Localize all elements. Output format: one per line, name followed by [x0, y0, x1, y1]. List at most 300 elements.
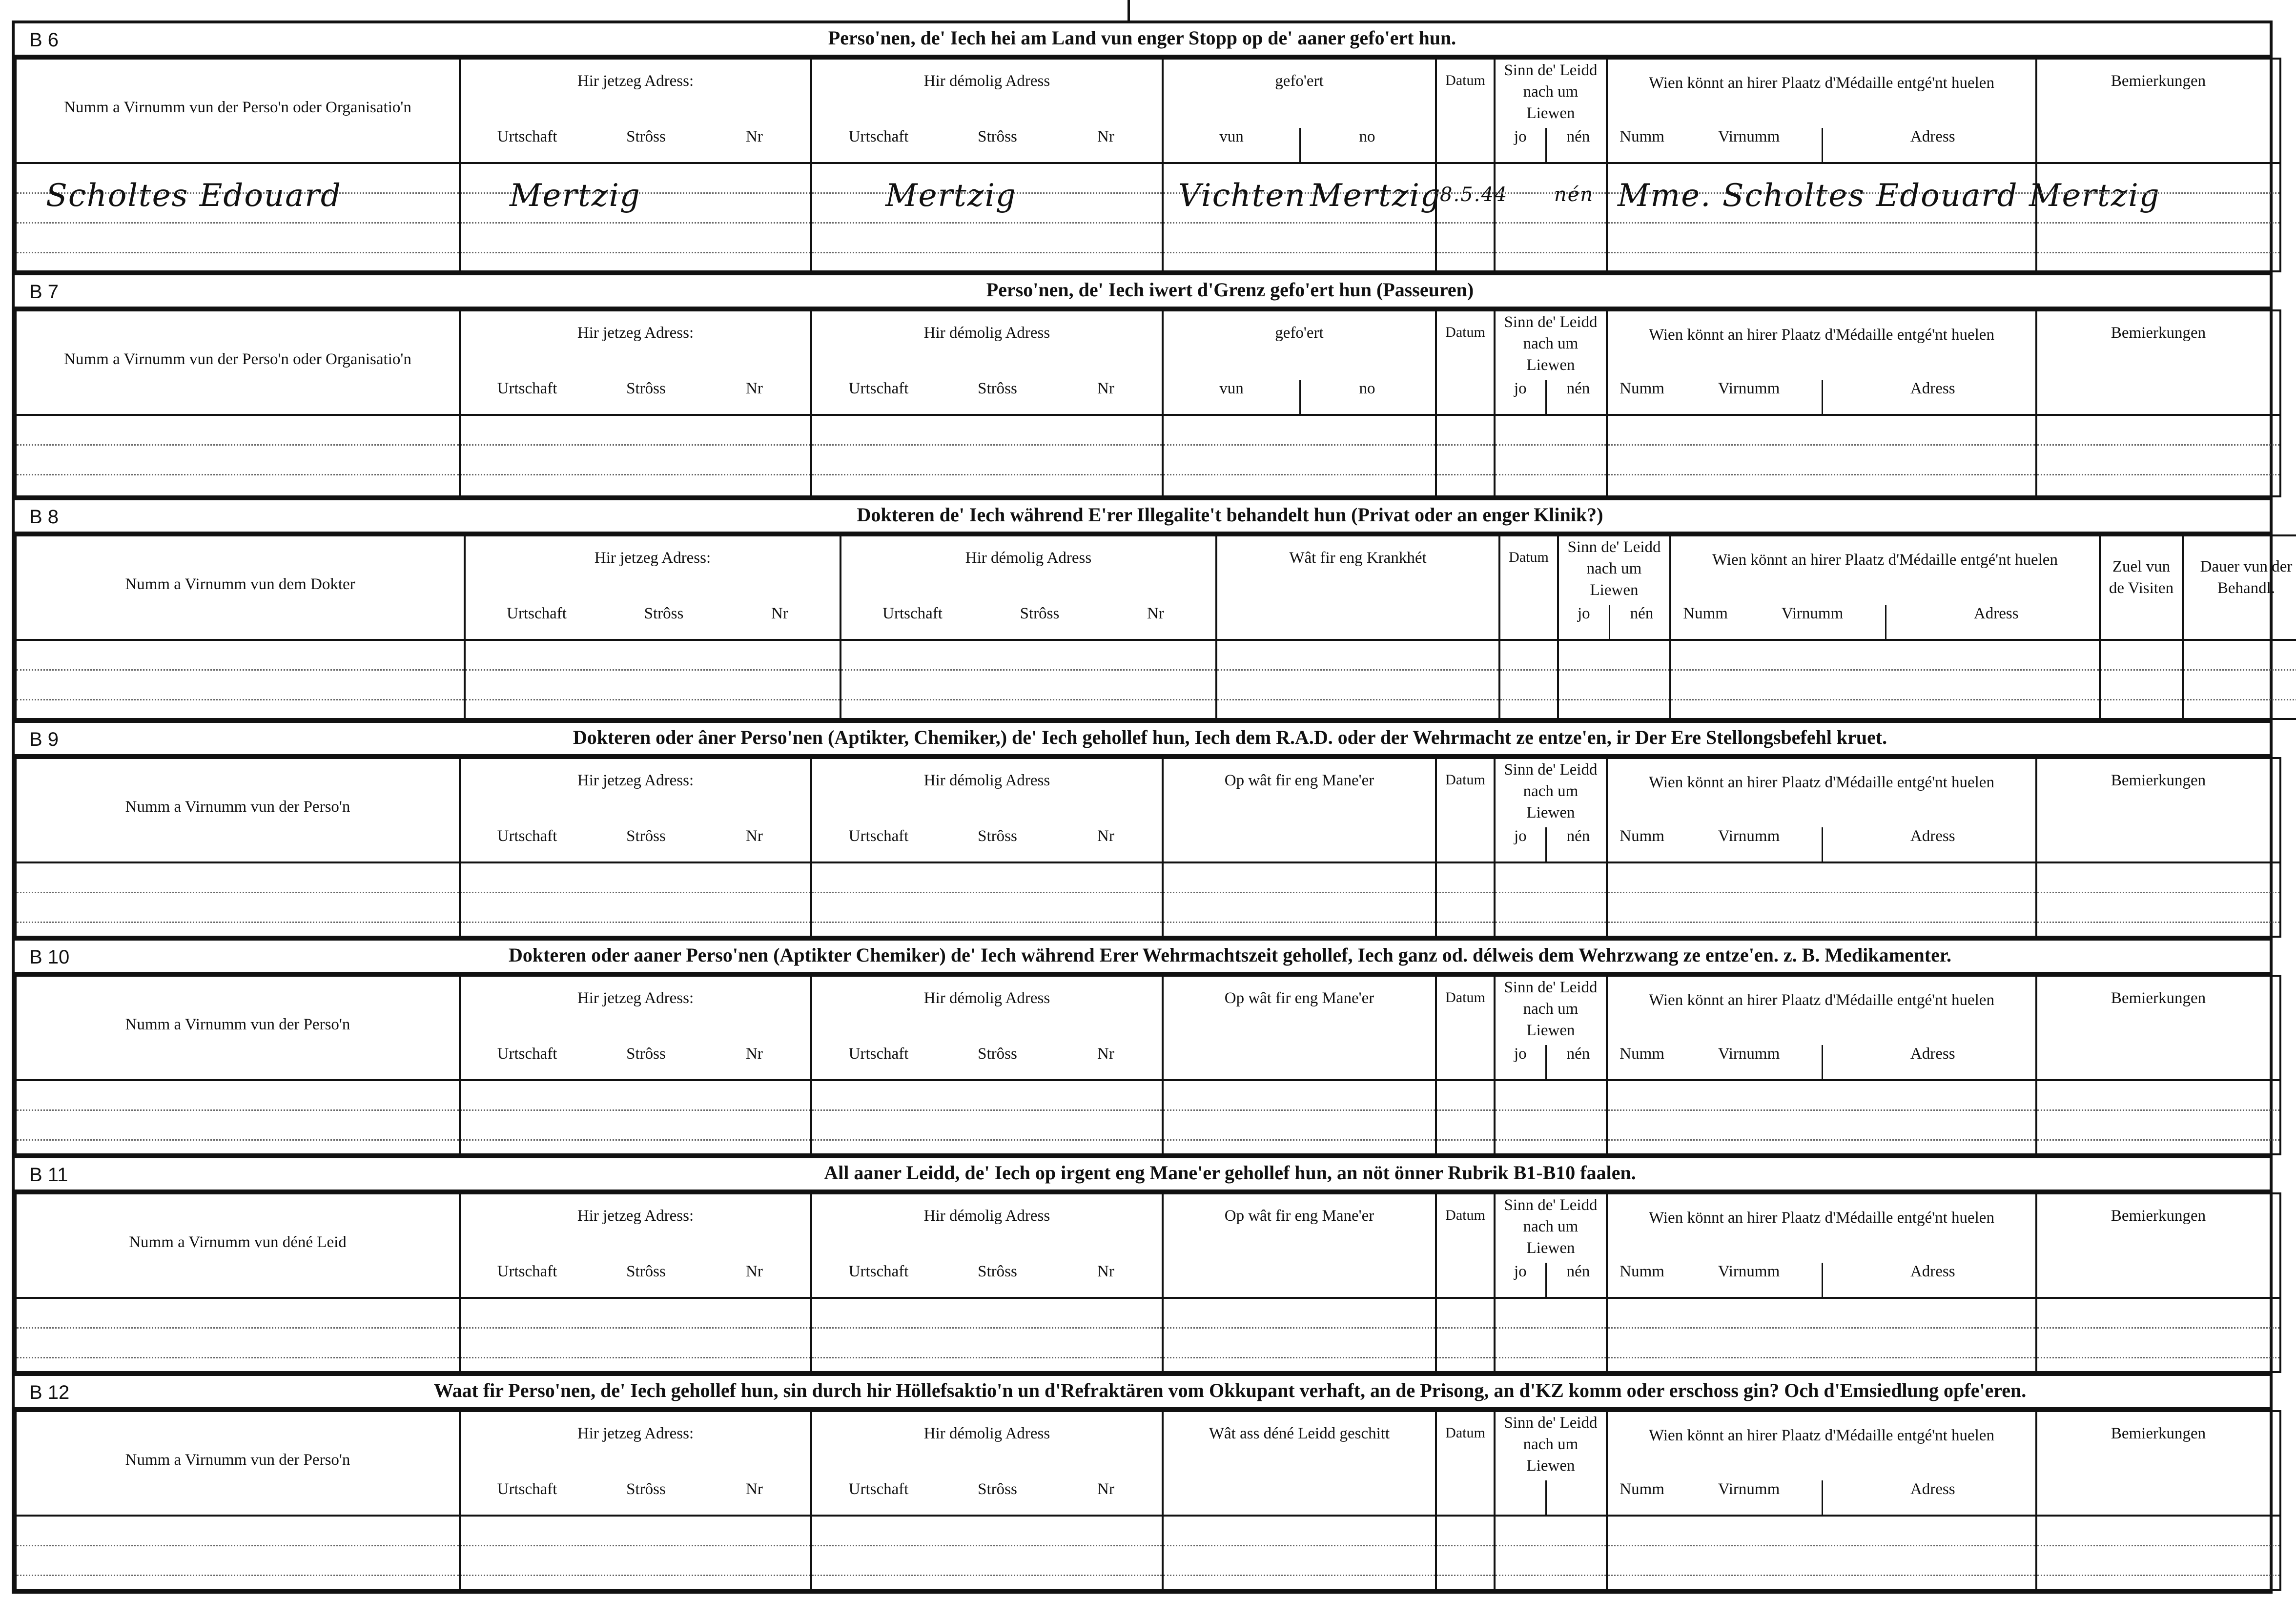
alive-header-label: Sinn de' Leidd nach um Liewen — [1504, 313, 1598, 374]
divider — [1545, 1045, 1547, 1081]
dotted-line — [1164, 446, 1435, 475]
dotted-line — [2037, 1546, 2279, 1576]
dotted-line — [1437, 1111, 1494, 1141]
number-label: Nr — [746, 1480, 763, 1498]
entry-cell[interactable] — [811, 163, 1163, 271]
medal-recipient-header — [1607, 1193, 2036, 1298]
to-label: no — [1359, 380, 1375, 397]
yes-label: jo — [1514, 380, 1527, 397]
section-b7 — [15, 275, 2270, 500]
entry-cell[interactable] — [460, 1298, 811, 1372]
section-b9 — [15, 723, 2270, 941]
entry-cell[interactable] — [2183, 640, 2296, 719]
entry-cell[interactable] — [811, 415, 1163, 496]
locality-label: Urtschaft — [848, 1045, 909, 1063]
alive-header — [1495, 59, 1607, 163]
entry-cell[interactable] — [1436, 1516, 1495, 1590]
table-header-row — [16, 1411, 2280, 1516]
entry-cell[interactable] — [1163, 163, 1441, 271]
former-address-header-label: Hir démolig Adress — [923, 324, 1050, 342]
entry-cell[interactable] — [1495, 163, 1607, 271]
number-label: Nr — [746, 380, 763, 397]
name-header-label: Numm a Virnumm vun der Perso'n — [125, 1016, 350, 1033]
entry-table — [15, 309, 2281, 497]
entry-cell[interactable] — [1495, 1298, 1607, 1372]
name-header — [16, 758, 460, 862]
entry-cell[interactable] — [1436, 163, 1508, 271]
locality-label: Urtschaft — [848, 380, 909, 397]
entry-cell[interactable] — [840, 640, 1216, 719]
former-address-header — [840, 535, 1216, 640]
medal-name-label: Numm — [1620, 128, 1664, 145]
dotted-line — [2037, 1111, 2279, 1141]
entry-row — [16, 862, 2280, 937]
current-address-header-label: Hir jetzeg Adress: — [594, 549, 711, 567]
dotted-line — [1164, 863, 1435, 893]
section-title: Perso'nen, de' Iech iwert d'Grenz gefo'ert hun (Passeuren) — [986, 279, 1474, 301]
dotted-line — [2037, 164, 2279, 194]
dotted-line — [1496, 416, 1606, 446]
entry-cell[interactable] — [2100, 640, 2183, 719]
visits-header — [2100, 535, 2183, 640]
dotted-line — [17, 893, 459, 923]
divider — [1885, 605, 1886, 641]
locality-label: Urtschaft — [497, 380, 557, 397]
medal-header-label: Wien könnt an hirer Plaatz d'Médaille entgé'nt huelen — [1649, 774, 1994, 791]
details-header-label: Op wât fir eng Mane'er — [1224, 772, 1374, 789]
dotted-line — [812, 1546, 1162, 1576]
medal-name-label: Numm — [1620, 1045, 1664, 1063]
entry-cell[interactable] — [1495, 1516, 1607, 1590]
street-label: Strôss — [978, 1045, 1017, 1063]
section-code: B 8 — [29, 506, 59, 528]
divider — [1545, 380, 1547, 416]
section-header — [15, 1376, 2270, 1410]
alive-header-label: Sinn de' Leidd nach um Liewen — [1504, 1414, 1598, 1475]
number-label: Nr — [1147, 605, 1164, 622]
entry-cell[interactable] — [16, 1080, 460, 1154]
entry-cell[interactable] — [1495, 1080, 1607, 1154]
entry-cell[interactable] — [1436, 1080, 1495, 1154]
dotted-line — [1437, 893, 1494, 923]
dotted-line — [1437, 1517, 1494, 1546]
divider — [1545, 1263, 1547, 1299]
number-label: Nr — [1097, 128, 1114, 145]
medal-address-label: Adress — [1910, 1480, 1955, 1498]
dotted-line — [17, 1111, 459, 1141]
dotted-line — [1437, 1299, 1494, 1329]
dotted-line — [1437, 1546, 1494, 1576]
current-address-header — [460, 1193, 811, 1298]
dotted-line — [2037, 1517, 2279, 1546]
street-label: Strôss — [626, 128, 666, 145]
entry-cell[interactable] — [460, 862, 811, 937]
locality-label: Urtschaft — [497, 128, 557, 145]
entry-cell[interactable] — [16, 862, 460, 937]
medal-header-label: Wien könnt an hirer Plaatz d'Médaille entgé'nt huelen — [1712, 551, 2058, 569]
remarks-header-label: Bemierkungen — [2111, 1425, 2206, 1442]
details-header-label: gefo'ert — [1275, 324, 1324, 342]
entry-cell[interactable] — [460, 415, 811, 496]
locality-label: Urtschaft — [507, 605, 567, 622]
name-header-label: Numm a Virnumm vun der Perso'n oder Organisatio'n — [64, 99, 411, 116]
handwritten-to: Mertzig — [1310, 178, 1441, 214]
medal-address-label: Adress — [1910, 1045, 1955, 1063]
alive-header — [1495, 758, 1607, 862]
dotted-line — [461, 416, 810, 446]
details-header — [1216, 535, 1499, 640]
locality-label: Urtschaft — [848, 827, 909, 845]
dotted-line — [1164, 893, 1435, 923]
section-b10 — [15, 941, 2270, 1158]
dotted-line — [1496, 863, 1606, 893]
entry-cell[interactable] — [1499, 640, 1558, 719]
handwritten-from: Vichten — [1178, 178, 1306, 214]
entry-cell[interactable] — [1495, 862, 1607, 937]
medal-address-label: Adress — [1910, 827, 1955, 845]
medal-address-label: Adress — [1910, 1263, 1955, 1280]
medal-header-label: Wien könnt an hirer Plaatz d'Médaille entgé'nt huelen — [1649, 1427, 1994, 1444]
street-label: Strôss — [626, 1263, 666, 1280]
alive-header — [1495, 310, 1607, 415]
dotted-line — [1496, 224, 1606, 253]
details-header-label: Wât ass déné Leidd geschitt — [1209, 1425, 1390, 1442]
details-header — [1163, 1411, 1436, 1516]
alive-header — [1495, 1193, 1607, 1298]
divider — [1609, 605, 1610, 641]
name-header-label: Numm a Virnumm vun déné Leid — [129, 1233, 347, 1251]
number-label: Nr — [1097, 1045, 1114, 1063]
current-address-header-label: Hir jetzeg Adress: — [577, 1207, 694, 1225]
locality-label: Urtschaft — [848, 128, 909, 145]
no-label: nén — [1630, 605, 1654, 622]
entry-cell[interactable] — [16, 163, 460, 271]
medal-firstname-label: Virnumm — [1781, 605, 1844, 622]
divider — [1545, 827, 1547, 863]
medal-name-label: Numm — [1620, 1263, 1664, 1280]
date-header-label: Datum — [1445, 1207, 1485, 1223]
former-address-header — [811, 59, 1163, 163]
entry-cell[interactable] — [465, 640, 840, 719]
entry-cell[interactable] — [1670, 640, 2100, 719]
no-label: nén — [1566, 128, 1590, 145]
entry-cell[interactable] — [811, 1516, 1163, 1590]
alive-header — [1495, 976, 1607, 1080]
number-label: Nr — [746, 128, 763, 145]
details-header — [1163, 59, 1436, 163]
no-label: nén — [1566, 380, 1590, 397]
number-label: Nr — [746, 827, 763, 845]
entry-row — [16, 163, 2280, 271]
dotted-line — [1500, 671, 1557, 700]
entry-cell[interactable] — [16, 1298, 460, 1372]
dotted-line — [1559, 641, 1669, 671]
entry-cell[interactable] — [2036, 1080, 2280, 1154]
dotted-line — [1496, 1081, 1606, 1111]
street-label: Strôss — [978, 128, 1017, 145]
entry-cell[interactable] — [1607, 1516, 2036, 1590]
entry-cell[interactable] — [1436, 862, 1495, 937]
details-header — [1163, 976, 1436, 1080]
yes-label: jo — [1514, 128, 1527, 145]
details-header — [1163, 1193, 1436, 1298]
entry-cell[interactable] — [1558, 640, 1670, 719]
section-title: Perso'nen, de' Iech hei am Land vun enger Stopp op de' aaner gefo'ert hun. — [828, 27, 1456, 49]
entry-cell[interactable] — [1163, 862, 1436, 937]
dotted-line — [2101, 641, 2182, 671]
dotted-line — [461, 1329, 810, 1358]
dotted-line — [1559, 671, 1669, 700]
medal-recipient-header — [1607, 758, 2036, 862]
divider — [1822, 380, 1823, 416]
dotted-line — [841, 671, 1215, 700]
date-header-label: Datum — [1509, 549, 1549, 565]
street-label: Strôss — [978, 380, 1017, 397]
table-header-row — [16, 1193, 2280, 1298]
details-header-label: Wât fir eng Krankhét — [1289, 549, 1427, 567]
date-header — [1436, 59, 1495, 163]
entry-cell[interactable] — [1436, 1298, 1495, 1372]
entry-cell[interactable] — [460, 1080, 811, 1154]
dotted-line — [812, 1299, 1162, 1329]
remarks-header-label: Bemierkungen — [2111, 324, 2206, 342]
former-address-header — [811, 976, 1163, 1080]
entry-cell[interactable] — [1436, 415, 1495, 496]
current-address-header-label: Hir jetzeg Adress: — [577, 1425, 694, 1442]
medal-name-label: Numm — [1620, 1480, 1664, 1498]
no-label: nén — [1566, 1263, 1590, 1280]
name-header-label: Numm a Virnumm vun der Perso'n — [125, 1451, 350, 1469]
remarks-header-label: Bemierkungen — [2111, 72, 2206, 90]
section-title: All aaner Leidd, de' Iech op irgent eng Mane'er gehollef hun, an nöt önner Rubrik B1-B10 faalen. — [824, 1162, 1636, 1184]
dotted-line — [1164, 1111, 1435, 1141]
medal-name-label: Numm — [1620, 380, 1664, 397]
divider — [1545, 1480, 1547, 1517]
divider — [1545, 128, 1547, 164]
section-code: B 9 — [29, 729, 59, 750]
dotted-line — [1496, 1111, 1606, 1141]
dotted-line — [461, 1081, 810, 1111]
section-b6 — [15, 23, 2270, 275]
entry-cell[interactable] — [1163, 1298, 1436, 1372]
street-label: Strôss — [626, 1045, 666, 1063]
date-header-label: Datum — [1445, 989, 1485, 1005]
section-header — [15, 275, 2270, 309]
table-header-row — [16, 535, 2296, 640]
divider — [1822, 1263, 1823, 1299]
dotted-line — [1217, 641, 1498, 671]
visits-header-label: Zuel vun de Visiten — [2109, 558, 2174, 597]
medal-recipient-header — [1607, 976, 2036, 1080]
dotted-line — [1608, 1081, 2035, 1111]
entry-table — [15, 58, 2281, 272]
dotted-line — [1164, 416, 1435, 446]
entry-cell[interactable] — [1607, 163, 2160, 271]
number-label: Nr — [1097, 1263, 1114, 1280]
entry-cell[interactable] — [1607, 1080, 2036, 1154]
entry-cell[interactable] — [1163, 1516, 1436, 1590]
section-header — [15, 941, 2270, 975]
date-header-label: Datum — [1445, 1425, 1485, 1441]
entry-cell[interactable] — [1163, 415, 1436, 496]
entry-cell[interactable] — [1607, 1298, 2036, 1372]
entry-table — [15, 975, 2281, 1155]
entry-cell[interactable] — [1607, 415, 2036, 496]
entry-cell[interactable] — [2036, 163, 2280, 271]
dotted-line — [2184, 671, 2296, 700]
dotted-line — [1496, 1329, 1606, 1358]
section-header — [15, 23, 2270, 58]
section-title: Dokteren oder âner Perso'nen (Aptikter, Chemiker,) de' Iech gehollef hun, Iech dem R.A.D. oder der Wehrmacht ze entze'en, ir Der Ere Stellongsbefehl kruet. — [573, 726, 1887, 748]
dotted-line — [461, 1111, 810, 1141]
dotted-line — [1164, 1081, 1435, 1111]
street-label: Strôss — [978, 1480, 1017, 1498]
dotted-line — [2037, 1081, 2279, 1111]
entry-cell[interactable] — [16, 415, 460, 496]
dotted-line — [17, 1546, 459, 1576]
dotted-line — [2037, 893, 2279, 923]
dotted-line — [1608, 1329, 2035, 1358]
dotted-line — [17, 671, 464, 700]
dotted-line — [17, 1081, 459, 1111]
dotted-line — [1671, 671, 2099, 700]
entry-cell[interactable] — [1216, 640, 1499, 719]
entry-cell[interactable] — [811, 862, 1163, 937]
entry-row — [16, 1516, 2280, 1590]
divider — [1299, 128, 1301, 164]
dotted-line — [812, 863, 1162, 893]
locality-label: Urtschaft — [497, 1045, 557, 1063]
medal-header-label: Wien könnt an hirer Plaatz d'Médaille entgé'nt huelen — [1649, 326, 1994, 344]
from-label: vun — [1219, 380, 1244, 397]
entry-cell[interactable] — [460, 1516, 811, 1590]
former-address-header-label: Hir démolig Adress — [923, 1425, 1050, 1442]
dotted-line — [812, 224, 1162, 253]
dotted-line — [461, 1517, 810, 1546]
dotted-line — [1437, 1329, 1494, 1358]
entry-row — [16, 415, 2280, 496]
dotted-line — [17, 863, 459, 893]
locality-label: Urtschaft — [497, 1263, 557, 1280]
entry-cell[interactable] — [16, 1516, 460, 1590]
dotted-line — [1608, 1111, 2035, 1141]
dotted-line — [461, 224, 810, 253]
name-header — [16, 976, 460, 1080]
alive-header-label: Sinn de' Leidd nach um Liewen — [1504, 1196, 1598, 1257]
name-header — [16, 1193, 460, 1298]
date-header — [1436, 976, 1495, 1080]
entry-cell[interactable] — [2036, 1298, 2280, 1372]
entry-cell[interactable] — [460, 163, 811, 271]
medal-firstname-label: Virnumm — [1718, 1263, 1780, 1280]
dotted-line — [466, 671, 840, 700]
divider — [1822, 1045, 1823, 1081]
current-address-header — [460, 59, 811, 163]
alive-header-label: Sinn de' Leidd nach um Liewen — [1504, 62, 1598, 122]
dotted-line — [2037, 863, 2279, 893]
entry-table — [15, 1192, 2281, 1373]
dotted-line — [812, 1081, 1162, 1111]
top-register-mark — [1128, 0, 1130, 21]
dotted-line — [461, 1546, 810, 1576]
former-address-header-label: Hir démolig Adress — [923, 989, 1050, 1007]
dotted-line — [17, 446, 459, 475]
table-header-row — [16, 758, 2280, 862]
date-header-label: Datum — [1445, 72, 1485, 88]
former-address-header — [811, 1411, 1163, 1516]
dotted-line — [1496, 893, 1606, 923]
dotted-line — [17, 1329, 459, 1358]
table-header-row — [16, 310, 2280, 415]
current-address-header-label: Hir jetzeg Adress: — [577, 989, 694, 1007]
entry-table — [15, 757, 2281, 938]
entry-cell[interactable] — [1607, 862, 2036, 937]
section-code: B 10 — [29, 946, 70, 968]
entry-cell[interactable] — [1163, 1080, 1436, 1154]
details-header-label: gefo'ert — [1275, 72, 1324, 90]
dotted-line — [1500, 641, 1557, 671]
alive-header-label: Sinn de' Leidd nach um Liewen — [1504, 979, 1598, 1039]
remarks-header — [2036, 1411, 2280, 1516]
handwritten-alive-no: nén — [1554, 184, 1594, 206]
date-header — [1436, 1411, 1495, 1516]
to-label: no — [1359, 128, 1375, 145]
alive-header — [1558, 535, 1670, 640]
date-header-label: Datum — [1445, 324, 1485, 340]
street-label: Strôss — [978, 1263, 1017, 1280]
table-header-row — [16, 59, 2280, 163]
dotted-line — [1608, 1517, 2035, 1546]
dotted-line — [2037, 194, 2279, 224]
street-label: Strôss — [626, 380, 666, 397]
date-header — [1499, 535, 1558, 640]
details-header — [1163, 758, 1436, 862]
dotted-line — [1164, 224, 1435, 253]
street-label: Strôss — [644, 605, 684, 622]
section-title: Dokteren oder aaner Perso'nen (Aptikter Chemiker) de' Iech während Erer Wehrmachtszeit gehollef, Iech ganz od. délweis dem Wehrzwang ze entze'en. z. B. Medikamenter. — [509, 944, 1951, 966]
entry-cell[interactable] — [811, 1080, 1163, 1154]
remarks-header — [2036, 976, 2280, 1080]
section-code: B 12 — [29, 1382, 70, 1403]
number-label: Nr — [771, 605, 788, 622]
dotted-line — [1608, 416, 2035, 446]
dotted-line — [1496, 446, 1606, 475]
divider — [1822, 827, 1823, 863]
medal-header-label: Wien könnt an hirer Plaatz d'Médaille entgé'nt huelen — [1649, 74, 1994, 92]
entry-cell[interactable] — [1495, 415, 1607, 496]
entry-cell[interactable] — [811, 1298, 1163, 1372]
dotted-line — [17, 224, 459, 253]
dotted-line — [2037, 224, 2279, 253]
dotted-line — [812, 1329, 1162, 1358]
section-header — [15, 723, 2270, 757]
entry-table — [15, 534, 2296, 720]
entry-cell[interactable] — [16, 640, 465, 719]
dotted-line — [1496, 1546, 1606, 1576]
dotted-line — [1608, 224, 2035, 253]
entry-cell[interactable] — [2036, 1516, 2280, 1590]
entry-cell[interactable] — [2036, 862, 2280, 937]
entry-cell[interactable] — [2036, 415, 2280, 496]
alive-header-label: Sinn de' Leidd nach um Liewen — [1504, 761, 1598, 821]
locality-label: Urtschaft — [497, 1480, 557, 1498]
dotted-line — [2037, 416, 2279, 446]
from-label: vun — [1219, 128, 1244, 145]
dotted-line — [17, 641, 464, 671]
dotted-line — [1217, 671, 1498, 700]
dotted-line — [466, 641, 840, 671]
entry-table — [15, 1410, 2281, 1591]
